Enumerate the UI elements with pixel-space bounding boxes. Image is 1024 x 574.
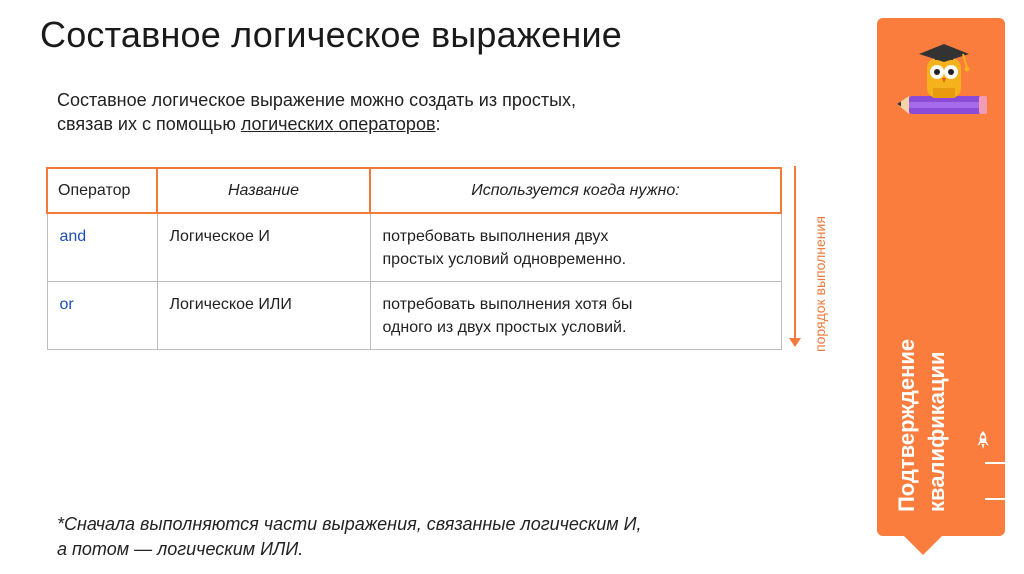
side-panel-title [892,339,952,512]
side-panel-line1: Подтверждение [894,338,919,512]
rocket-icon [976,430,990,450]
header-operator: Оператор [47,168,157,213]
usage-line: потребовать выполнения двух [382,228,609,245]
intro-colon: : [435,114,441,134]
name-cell: Логическое И [157,213,370,282]
operator-cell: or [47,282,157,350]
header-usage: Используется когда нужно: [370,168,781,213]
slide-title: Составное логическое выражение [40,14,622,55]
usage-line: одного из двух простых условий. [382,319,627,336]
footnote [57,512,777,562]
intro-text [57,88,777,136]
side-panel-line2: квалификации [924,351,949,512]
owl-graduate-pencil-icon [893,38,993,128]
name-cell: Логическое ИЛИ [157,282,370,350]
table-row [47,213,781,282]
logical-operators-link[interactable]: логических операторов [240,114,436,134]
intro-line1: Составное логическое выражение можно создать из простых, [57,90,577,110]
table-row [47,282,781,350]
order-arrow-head-icon [789,338,801,347]
usage-cell [370,213,781,282]
order-label: порядок выполнения [812,216,828,352]
intro-line2: связав их с помощью [57,114,241,134]
side-panel-notch [904,536,942,555]
panel-divider [985,462,1005,464]
footnote-line1: *Сначала выполняются части выражения, связанные логическим И, [57,514,642,534]
order-arrow-line [794,166,796,342]
operator-cell: and [47,213,157,282]
table-header-row [47,168,781,213]
header-name: Название [157,168,370,213]
footnote-line2: а потом — логическим ИЛИ. [57,539,304,559]
operators-table [46,167,782,350]
panel-divider [985,498,1005,500]
usage-cell [370,282,781,350]
usage-line: простых условий одновременно. [382,251,627,268]
usage-line: потребовать выполнения хотя бы [382,296,633,313]
